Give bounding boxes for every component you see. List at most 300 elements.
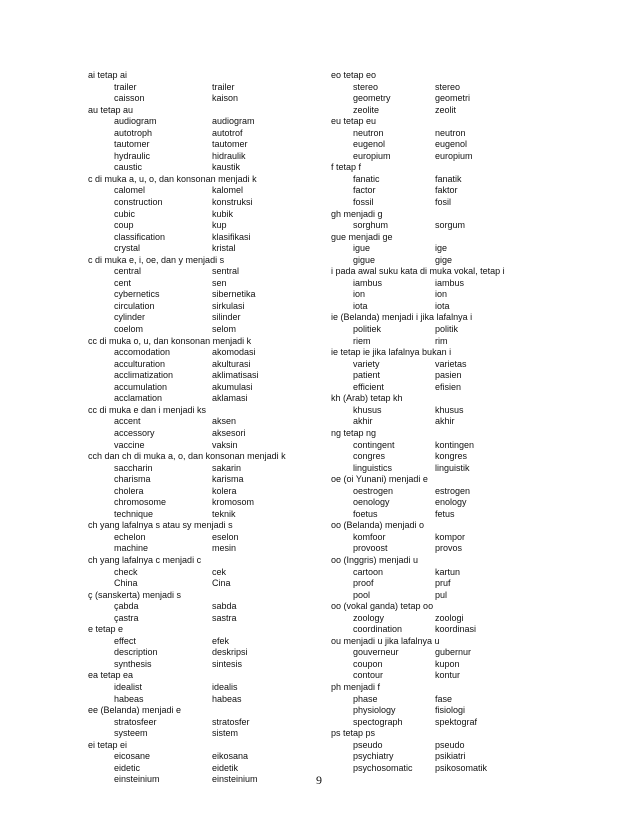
example-row: [331, 197, 571, 209]
foreign-term: cybernetics: [114, 289, 160, 300]
foreign-term: patient: [353, 370, 381, 381]
indonesian-term: silinder: [212, 312, 241, 323]
example-row: [331, 740, 571, 752]
rule-heading: ea tetap ea: [88, 670, 134, 681]
foreign-term: circulation: [114, 300, 155, 311]
indonesian-term: fisiologi: [435, 705, 466, 716]
example-row: [88, 474, 338, 486]
foreign-term: komfoor: [353, 531, 386, 542]
indonesian-term: linguistik: [435, 462, 470, 473]
indonesian-term: sistem: [212, 728, 239, 739]
indonesian-term: sibernetika: [212, 289, 256, 300]
rule-heading: cc di muka o, u, dan konsonan menjadi k: [88, 335, 252, 346]
indonesian-term: spektograf: [435, 716, 478, 727]
foreign-term: systeem: [114, 728, 148, 739]
example-row: [88, 717, 338, 729]
example-row: [88, 647, 338, 659]
example-row: [88, 382, 338, 394]
indonesian-term: kaison: [212, 93, 239, 104]
foreign-term: khusus: [353, 404, 382, 415]
foreign-term: igue: [353, 243, 371, 254]
example-row: [331, 370, 571, 382]
indonesian-term: deskripsi: [212, 647, 248, 658]
foreign-term: psychosomatic: [353, 762, 413, 773]
example-row: [88, 128, 338, 140]
rule-heading: gue menjadi ge: [331, 231, 393, 242]
foreign-term: trailer: [114, 81, 137, 92]
example-row: [331, 324, 571, 336]
foreign-term: geometry: [353, 93, 391, 104]
foreign-term: sorghum: [353, 220, 389, 231]
example-row: [331, 151, 571, 163]
foreign-term: efficient: [353, 381, 384, 392]
example-row: [331, 174, 571, 186]
foreign-term: pool: [353, 589, 371, 600]
indonesian-term: audiogram: [212, 116, 255, 127]
indonesian-term: eikosana: [212, 751, 249, 762]
foreign-term: fanatic: [353, 173, 380, 184]
foreign-term: echelon: [114, 531, 146, 542]
indonesian-term: pruf: [435, 578, 451, 589]
foreign-term: China: [114, 578, 138, 589]
example-row: [88, 347, 338, 359]
example-row: [88, 682, 338, 694]
example-row: [88, 301, 338, 313]
foreign-term: accessory: [114, 427, 155, 438]
indonesian-term: stereo: [435, 81, 461, 92]
foreign-term: check: [114, 566, 138, 577]
indonesian-term: varietas: [435, 358, 467, 369]
example-row: [331, 139, 571, 151]
foreign-term: cholera: [114, 485, 144, 496]
indonesian-term: autotrof: [212, 127, 243, 138]
foreign-term: description: [114, 647, 158, 658]
foreign-term: ion: [353, 289, 366, 300]
indonesian-term: sentral: [212, 266, 240, 277]
right-column: [331, 70, 571, 774]
foreign-term: factor: [353, 185, 376, 196]
example-row: [88, 82, 338, 94]
indonesian-term: kalomel: [212, 185, 244, 196]
example-row: [88, 324, 338, 336]
indonesian-term: sakarin: [212, 462, 242, 473]
indonesian-term: akhir: [435, 416, 455, 427]
foreign-term: chromosome: [114, 497, 167, 508]
example-row: [331, 613, 571, 625]
indonesian-term: pseudo: [435, 739, 465, 750]
rule-heading: c di muka a, u, o, dan konsonan menjadi k: [88, 173, 257, 184]
example-row: [88, 139, 338, 151]
indonesian-term: klasifikasi: [212, 231, 251, 242]
indonesian-term: efek: [212, 635, 230, 646]
indonesian-term: aklimatisasi: [212, 370, 259, 381]
rule-heading: eo tetap eo: [331, 70, 377, 80]
indonesian-term: kontur: [435, 670, 461, 681]
example-row: [88, 416, 338, 428]
example-row: [331, 705, 571, 717]
foreign-term: coup: [114, 220, 134, 231]
example-row: [88, 486, 338, 498]
foreign-term: fossil: [353, 197, 374, 208]
foreign-term: idealist: [114, 681, 143, 692]
rule-heading: au tetap au: [88, 104, 134, 115]
indonesian-term: idealis: [212, 681, 238, 692]
indonesian-term: kolera: [212, 485, 237, 496]
example-row: [331, 463, 571, 475]
foreign-term: congres: [353, 451, 386, 462]
indonesian-term: kromosom: [212, 497, 255, 508]
foreign-term: contingent: [353, 439, 395, 450]
rule-heading: i pada awal suku kata di muka vokal, tetap i: [331, 266, 505, 277]
indonesian-term: teknik: [212, 508, 236, 519]
rule-heading: ei tetap ei: [88, 739, 128, 750]
example-row: [88, 116, 338, 128]
example-row: [88, 312, 338, 324]
example-row: [331, 497, 571, 509]
foreign-term: akhir: [353, 416, 373, 427]
foreign-term: stratosfeer: [114, 716, 157, 727]
indonesian-term: neutron: [435, 127, 466, 138]
example-row: [331, 486, 571, 498]
foreign-term: stereo: [353, 81, 379, 92]
foreign-term: calomel: [114, 185, 146, 196]
rule-heading: gh menjadi g: [331, 208, 383, 219]
indonesian-term: einsteinium: [212, 774, 258, 785]
indonesian-term: gige: [435, 254, 453, 265]
foreign-term: autotroph: [114, 127, 153, 138]
foreign-term: iota: [353, 300, 368, 311]
indonesian-term: akumulasi: [212, 381, 253, 392]
foreign-term: crystal: [114, 243, 141, 254]
foreign-term: accent: [114, 416, 141, 427]
indonesian-term: fetus: [435, 508, 455, 519]
foreign-term: hydraulic: [114, 150, 151, 161]
foreign-term: eidetic: [114, 762, 141, 773]
example-row: [88, 694, 338, 706]
foreign-term: çastra: [114, 612, 139, 623]
indonesian-term: rim: [435, 335, 448, 346]
example-row: [88, 463, 338, 475]
example-row: [331, 451, 571, 463]
indonesian-term: iota: [435, 300, 450, 311]
indonesian-term: karisma: [212, 474, 244, 485]
indonesian-term: hidraulik: [212, 150, 246, 161]
example-row: [331, 382, 571, 394]
foreign-term: caustic: [114, 162, 143, 173]
foreign-term: europium: [353, 150, 391, 161]
indonesian-term: habeas: [212, 693, 242, 704]
example-row: [88, 197, 338, 209]
example-row: [88, 278, 338, 290]
example-row: [331, 336, 571, 348]
example-row: [331, 255, 571, 267]
example-row: [331, 659, 571, 671]
example-row: [88, 162, 338, 174]
example-row: [331, 243, 571, 255]
indonesian-term: pul: [435, 589, 448, 600]
rule-heading: ç (sanskerta) menjadi s: [88, 589, 182, 600]
foreign-term: coordination: [353, 624, 403, 635]
example-row: [88, 613, 338, 625]
example-row: [331, 624, 571, 636]
foreign-term: oestrogen: [353, 485, 394, 496]
foreign-term: phase: [353, 693, 378, 704]
rule-heading: ph menjadi f: [331, 681, 381, 692]
rule-heading: oo (vokal ganda) tetap oo: [331, 601, 434, 612]
indonesian-term: kupon: [435, 658, 460, 669]
foreign-term: spectograph: [353, 716, 403, 727]
example-row: [88, 266, 338, 278]
foreign-term: vaccine: [114, 439, 145, 450]
foreign-term: riem: [353, 335, 371, 346]
example-row: [331, 751, 571, 763]
rule-heading: ie tetap ie jika lafalnya bukan i: [331, 347, 452, 358]
foreign-term: oenology: [353, 497, 390, 508]
foreign-term: foetus: [353, 508, 378, 519]
indonesian-term: geometri: [435, 93, 471, 104]
indonesian-term: zeolit: [435, 104, 457, 115]
indonesian-term: pasien: [435, 370, 462, 381]
example-row: [88, 532, 338, 544]
foreign-term: central: [114, 266, 142, 277]
foreign-term: contour: [353, 670, 384, 681]
indonesian-term: enology: [435, 497, 467, 508]
indonesian-term: sirkulasi: [212, 300, 245, 311]
foreign-term: cylinder: [114, 312, 146, 323]
example-row: [88, 567, 338, 579]
foreign-term: cartoon: [353, 566, 384, 577]
rule-heading: oo (Belanda) menjadi o: [331, 520, 425, 531]
indonesian-term: mesin: [212, 543, 237, 554]
indonesian-term: cek: [212, 566, 227, 577]
foreign-term: zeolite: [353, 104, 380, 115]
indonesian-term: koordinasi: [435, 624, 477, 635]
indonesian-term: stratosfer: [212, 716, 250, 727]
indonesian-term: tautomer: [212, 139, 248, 150]
rule-heading: oo (Inggris) menjadi u: [331, 554, 419, 565]
indonesian-term: aksesori: [212, 427, 246, 438]
example-row: [331, 590, 571, 602]
rule-heading: ps tetap ps: [331, 728, 376, 739]
example-row: [88, 728, 338, 740]
example-row: [88, 185, 338, 197]
example-row: [88, 359, 338, 371]
example-row: [331, 185, 571, 197]
example-row: [331, 440, 571, 452]
foreign-term: cent: [114, 277, 132, 288]
foreign-term: acclimatization: [114, 370, 174, 381]
indonesian-term: akomodasi: [212, 347, 256, 358]
example-row: [331, 359, 571, 371]
left-column: [88, 70, 338, 786]
indonesian-term: selom: [212, 324, 237, 335]
indonesian-term: sastra: [212, 612, 237, 623]
foreign-term: synthesis: [114, 658, 152, 669]
indonesian-term: kaustik: [212, 162, 241, 173]
foreign-term: caisson: [114, 93, 145, 104]
rule-heading: ch yang lafalnya s atau sy menjadi s: [88, 520, 233, 531]
example-row: [88, 751, 338, 763]
indonesian-term: estrogen: [435, 485, 471, 496]
rule-heading: kh (Arab) tetap kh: [331, 393, 403, 404]
rule-heading: ou menjadi u jika lafalnya u: [331, 635, 440, 646]
indonesian-term: aklamasi: [212, 393, 248, 404]
indonesian-term: ion: [435, 289, 448, 300]
rule-heading: ie (Belanda) menjadi i jika lafalnya i: [331, 312, 473, 323]
example-row: [88, 440, 338, 452]
rule-heading: ng tetap ng: [331, 427, 377, 438]
foreign-term: zoology: [353, 612, 385, 623]
example-row: [88, 509, 338, 521]
indonesian-term: provos: [435, 543, 463, 554]
indonesian-term: sorgum: [435, 220, 466, 231]
foreign-term: charisma: [114, 474, 151, 485]
foreign-term: classification: [114, 231, 166, 242]
example-row: [331, 82, 571, 94]
indonesian-term: kristal: [212, 243, 236, 254]
example-row: [331, 532, 571, 544]
example-row: [331, 647, 571, 659]
example-row: [88, 151, 338, 163]
foreign-term: einsteinium: [114, 774, 160, 785]
indonesian-term: ige: [435, 243, 448, 254]
foreign-term: effect: [114, 635, 136, 646]
foreign-term: eicosane: [114, 751, 151, 762]
rule-heading: cch dan ch di muka a, o, dan konsonan menjadi k: [88, 451, 286, 462]
foreign-term: saccharin: [114, 462, 153, 473]
example-row: [331, 220, 571, 232]
foreign-term: iambus: [353, 277, 383, 288]
example-row: [88, 659, 338, 671]
foreign-term: tautomer: [114, 139, 150, 150]
foreign-term: variety: [353, 358, 380, 369]
rule-heading: f tetap f: [331, 162, 362, 173]
foreign-term: coelom: [114, 324, 144, 335]
example-row: [331, 105, 571, 117]
rule-heading: oe (oi Yunani) menjadi e: [331, 474, 428, 485]
example-row: [331, 289, 571, 301]
indonesian-term: psikiatri: [435, 751, 466, 762]
example-row: [88, 497, 338, 509]
example-row: [88, 289, 338, 301]
foreign-term: psychiatry: [353, 751, 394, 762]
indonesian-term: khusus: [435, 404, 464, 415]
example-row: [88, 93, 338, 105]
indonesian-term: kompor: [435, 531, 466, 542]
example-row: [331, 694, 571, 706]
indonesian-term: zoologi: [435, 612, 464, 623]
foreign-term: provoost: [353, 543, 388, 554]
indonesian-term: kartun: [435, 566, 461, 577]
example-row: [331, 93, 571, 105]
indonesian-term: eidetik: [212, 762, 239, 773]
indonesian-term: sintesis: [212, 658, 243, 669]
rule-heading: ee (Belanda) menjadi e: [88, 705, 182, 716]
indonesian-term: konstruksi: [212, 197, 253, 208]
indonesian-term: fosil: [435, 197, 452, 208]
indonesian-term: fase: [435, 693, 453, 704]
rule-heading: e tetap e: [88, 624, 124, 635]
indonesian-term: kubik: [212, 208, 234, 219]
indonesian-term: akulturasi: [212, 358, 251, 369]
foreign-term: proof: [353, 578, 374, 589]
example-row: [331, 405, 571, 417]
foreign-term: eugenol: [353, 139, 386, 150]
example-row: [331, 670, 571, 682]
foreign-term: linguistics: [353, 462, 393, 473]
indonesian-term: europium: [435, 150, 473, 161]
foreign-term: gouverneur: [353, 647, 399, 658]
example-row: [331, 416, 571, 428]
foreign-term: accumulation: [114, 381, 168, 392]
example-row: [88, 543, 338, 555]
indonesian-term: kongres: [435, 451, 468, 462]
foreign-term: habeas: [114, 693, 144, 704]
example-row: [331, 509, 571, 521]
foreign-term: accomodation: [114, 347, 171, 358]
example-row: [331, 301, 571, 313]
foreign-term: gigue: [353, 254, 376, 265]
indonesian-term: trailer: [212, 81, 235, 92]
example-row: [331, 717, 571, 729]
rule-heading: ch yang lafalnya c menjadi c: [88, 554, 202, 565]
example-row: [331, 567, 571, 579]
foreign-term: cubic: [114, 208, 136, 219]
rule-heading: ai tetap ai: [88, 70, 128, 80]
indonesian-term: efisien: [435, 381, 462, 392]
indonesian-term: aksen: [212, 416, 237, 427]
example-row: [331, 278, 571, 290]
example-row: [88, 601, 338, 613]
indonesian-term: eugenol: [435, 139, 468, 150]
example-row: [88, 636, 338, 648]
example-row: [88, 578, 338, 590]
foreign-term: politiek: [353, 324, 382, 335]
foreign-term: technique: [114, 508, 154, 519]
foreign-term: physiology: [353, 705, 396, 716]
example-row: [88, 232, 338, 244]
page-number: 9: [316, 773, 322, 787]
indonesian-term: eselon: [212, 531, 239, 542]
foreign-term: coupon: [353, 658, 383, 669]
foreign-term: neutron: [353, 127, 384, 138]
foreign-term: audiogram: [114, 116, 157, 127]
rule-heading: cc di muka e dan i menjadi ks: [88, 404, 207, 415]
example-row: [88, 370, 338, 382]
indonesian-term: Cina: [212, 578, 231, 589]
indonesian-term: iambus: [435, 277, 465, 288]
rule-heading: eu tetap eu: [331, 116, 377, 127]
example-row: [331, 128, 571, 140]
indonesian-term: sen: [212, 277, 227, 288]
example-row: [88, 220, 338, 232]
example-row: [331, 543, 571, 555]
foreign-term: acclamation: [114, 393, 163, 404]
example-row: [88, 243, 338, 255]
indonesian-term: fanatik: [435, 173, 462, 184]
foreign-term: construction: [114, 197, 163, 208]
indonesian-term: kontingen: [435, 439, 475, 450]
foreign-term: acculturation: [114, 358, 166, 369]
indonesian-term: gubernur: [435, 647, 472, 658]
example-row: [88, 428, 338, 440]
indonesian-term: sabda: [212, 601, 237, 612]
indonesian-term: vaksin: [212, 439, 238, 450]
foreign-term: pseudo: [353, 739, 383, 750]
indonesian-term: faktor: [435, 185, 458, 196]
example-row: [88, 209, 338, 221]
indonesian-term: kup: [212, 220, 227, 231]
